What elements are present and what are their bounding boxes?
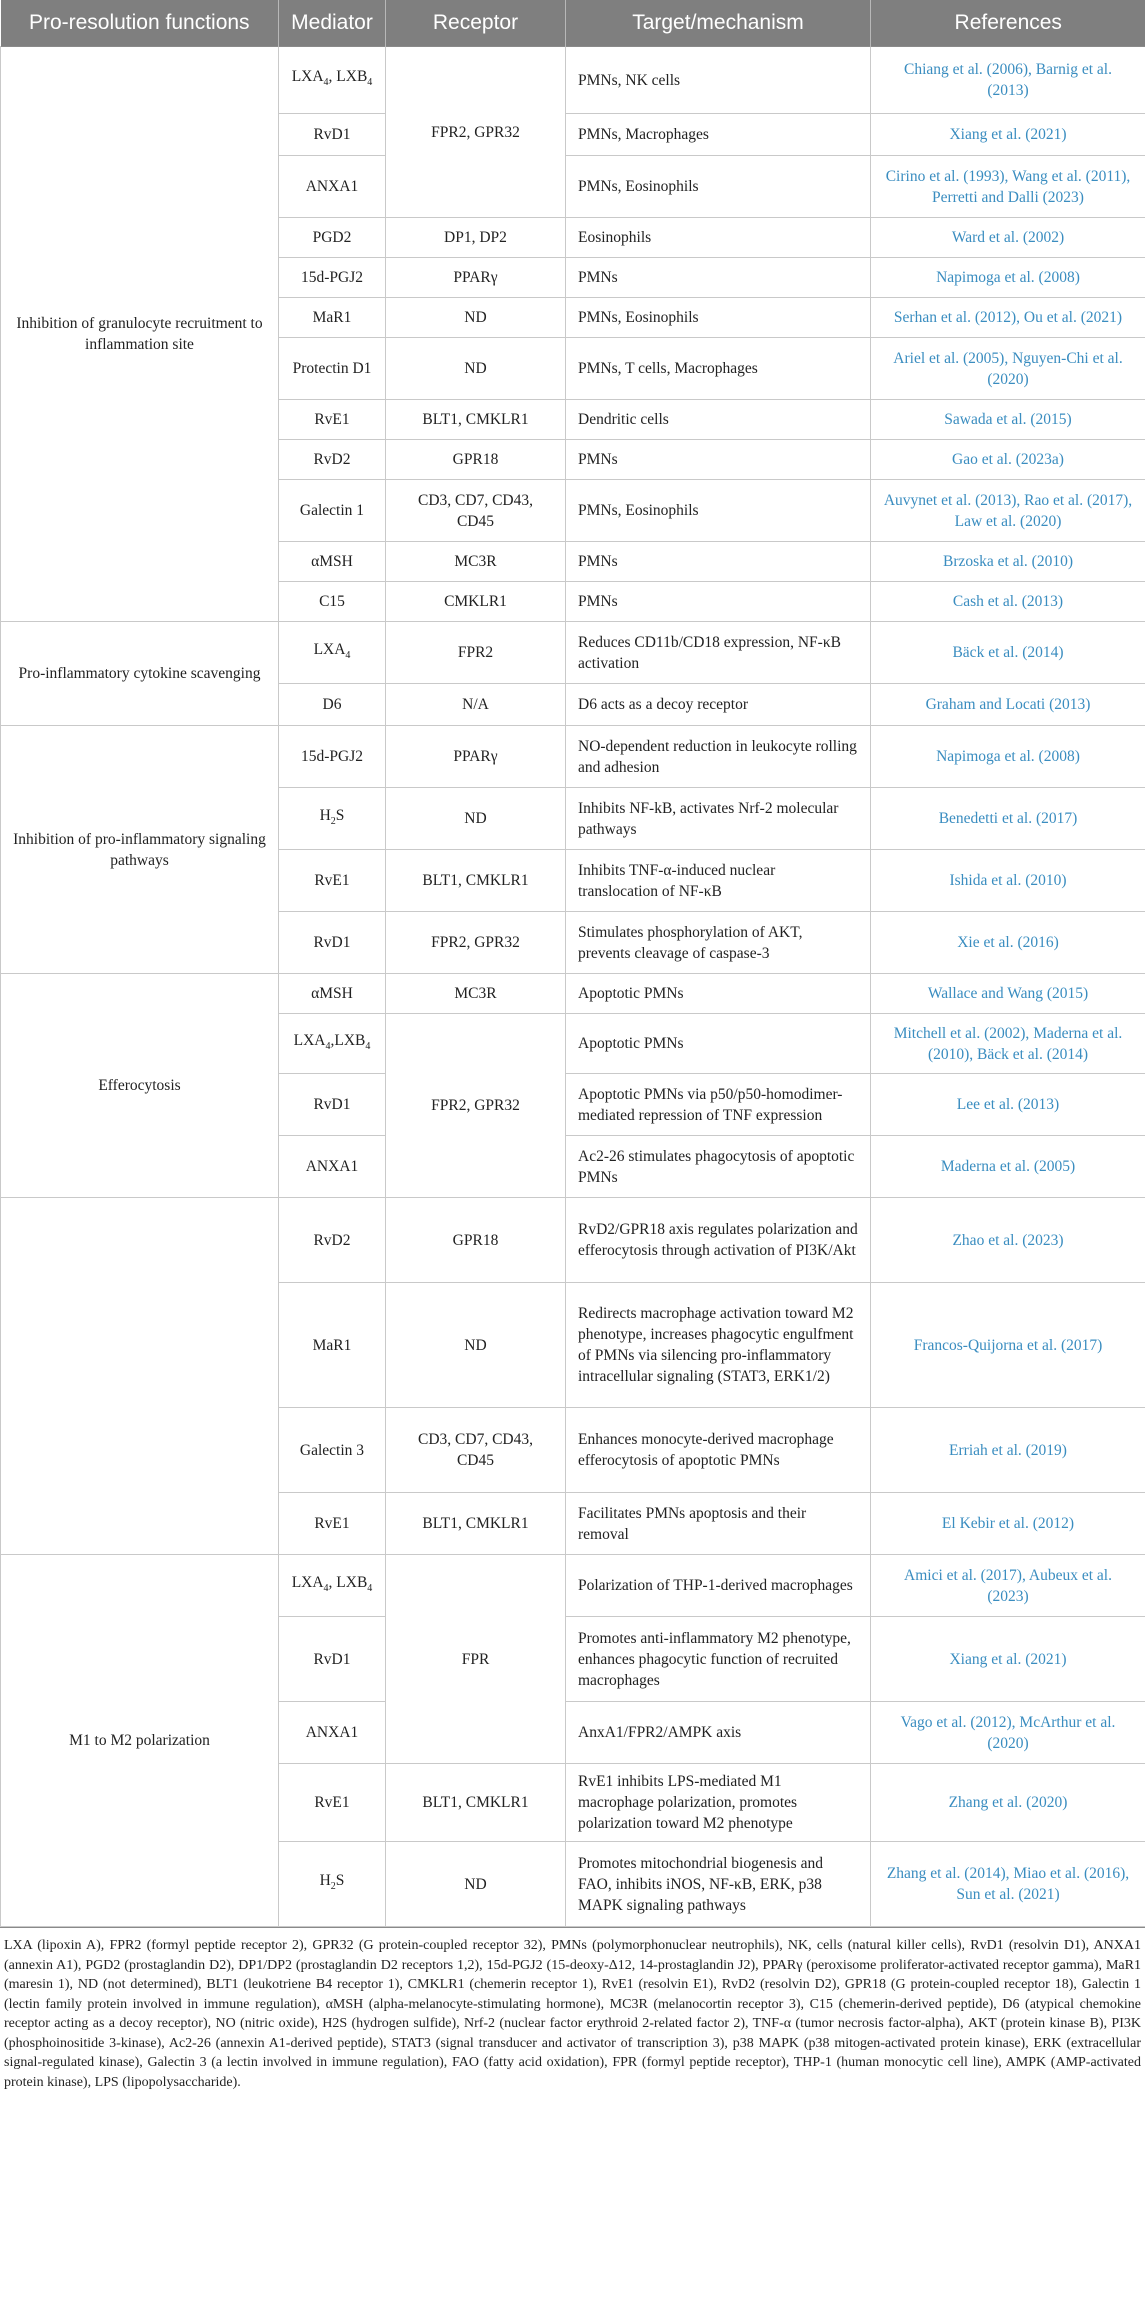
table-row [1,47,1145,114]
references-cell [871,258,1145,298]
references-cell [871,47,1145,114]
target-cell: Inhibits NF-kB, activates Nrf-2 molecular pathways [566,788,871,850]
mediator-cell: $LXA_4$, $LXB_4$ [279,1555,386,1617]
target-cell: Inhibits TNF-α-induced nuclear translocation of NF-κB [566,850,871,912]
reference-link[interactable]: Bäck et al. (2014) [977,1045,1089,1063]
reference-link[interactable]: Ishida et al. (2010) [949,872,1067,889]
target-cell: PMNs [566,440,871,480]
receptor-cell: BLT1, CMKLR1 [386,1493,566,1555]
receptor-cell: FPR [386,1555,566,1764]
mediator-cell: RvD2 [279,1198,386,1283]
table-body [1,47,1145,1927]
function-cell: Pro-inflammatory cytokine scavenging [1,622,279,726]
reference-link[interactable]: Graham and Locati (2013) [925,696,1091,713]
function-cell: Inhibition of pro-inflammatory signaling pathways [1,726,279,974]
references-cell [871,1702,1145,1764]
reference-link[interactable]: Sun et al. (2021) [956,1886,1060,1903]
mediator-cell: αMSH [279,974,386,1014]
reference-link[interactable]: Xie et al. (2016) [957,934,1059,951]
target-cell: RvD2/GPR18 axis regulates polarization and efferocytosis through activation of PI3K/Akt [566,1198,871,1283]
references-cell [871,480,1145,542]
mediator-cell: ANXA1 [279,156,386,218]
receptor-cell: FPR2, GPR32 [386,912,566,974]
receptor-cell: N/A [386,684,566,726]
receptor-cell: ND [386,1283,566,1408]
header-functions: Pro-resolution functions [1,0,279,47]
mediator-cell: RvE1 [279,850,386,912]
references-cell [871,684,1145,726]
receptor-cell: MC3R [386,974,566,1014]
reference-link[interactable]: Ariel et al. (2005), [893,349,1009,367]
receptor-cell: PPARγ [386,258,566,298]
target-cell: Promotes mitochondrial biogenesis and FAO, inhibits iNOS, NF-κB, ERK, p38 MAPK signaling pathways [566,1842,871,1927]
references-cell [871,1408,1145,1493]
target-cell: PMNs [566,542,871,582]
target-cell: Apoptotic PMNs [566,1014,871,1074]
references-cell [871,1198,1145,1283]
mediator-cell: Galectin 3 [279,1408,386,1493]
table-row [1,622,1145,684]
references-cell [871,582,1145,622]
target-cell: Apoptotic PMNs [566,974,871,1014]
mediator-cell: ANXA1 [279,1136,386,1198]
mediator-cell: RvD1 [279,912,386,974]
target-cell: Facilitates PMNs apoptosis and their removal [566,1493,871,1555]
target-cell: Redirects macrophage activation toward M2 phenotype, increases phagocytic engulfment of PMNs via silencing pro-inflammatory intracellular signaling (STAT3, ERK1/2) [566,1283,871,1408]
target-cell: Stimulates phosphorylation of AKT, prevents cleavage of caspase-3 [566,912,871,974]
mediator-cell: $LXA_4$, $LXB_4$ [279,47,386,114]
references-cell [871,1617,1145,1702]
mediator-cell: RvD1 [279,1617,386,1702]
table-footnote: LXA (lipoxin A), FPR2 (formyl peptide receptor 2), GPR32 (G protein-coupled receptor 32), PMNs (polymorphonuclear neutrophils), NK, cells (natural killer cells), RvD1 (resolvin D1), ANXA1 (annexin A1), PGD2 (prostaglandin D2), DP1/DP2 (prostaglandin D2 receptors 1,2), 15d-PGJ2 (15-deoxy-Δ12, 14-prostaglandin J2), PPARγ (peroxisome proliferator-activated receptor gamma), MaR1 (maresin 1), ND (not determined), BLT1 (leukotriene B4 receptor 1), CMKLR1 (chemerin receptor 1), RvE1 (resolvin E1), RvD2 (resolvin D2), GPR18 (G protein-coupled receptor 18), Galectin 1 (lectin family protein involved in immune regulation), αMSH (alpha-melanocyte-stimulating hormone), MC3R (melanocortin receptor 3), C15 (chemerin-derived peptide), D6 (atypical chemokine receptor acting as a decoy receptor), NO (nitric oxide), H2S (hydrogen sulfide), Nrf-2 (nuclear factor erythroid 2-related factor 2), TNF-α (tumor necrosis factor-alpha), AKT (protein kinase B), PI3K (phosphoinositide 3-kinase), Ac2-26 (annexin A1-derived peptide), STAT3 (signal transducer and activator of transcription 3), p38 MAPK (p38 mitogen-activated protein kinase), ERK (extracellular signal-regulated kinase), Galectin 3 (a lectin involved in immune regulation), FAO (fatty acid oxidation), FPR (formyl peptide receptor), THP-1 (human monocytic cell line), AMPK (AMP-activated protein kinase), LPS (lipopolysaccharide). [0,1927,1145,2092]
target-cell: AnxA1/FPR2/AMPK axis [566,1702,871,1764]
receptor-cell: DP1, DP2 [386,218,566,258]
reference-link[interactable]: Zhao et al. (2023) [952,1231,1064,1249]
reference-link[interactable]: Miao et al. (2016), [1013,1865,1130,1882]
target-cell: Dendritic cells [566,400,871,440]
mediator-cell: $H_2S$ [279,1842,386,1927]
reference-link[interactable]: Mitchell et al. (2002), [893,1024,1030,1042]
references-cell [871,726,1145,788]
target-cell: Polarization of THP-1-derived macrophages [566,1555,871,1617]
references-cell [871,1283,1145,1408]
target-cell: Promotes anti-inflammatory M2 phenotype, enhances phagocytic function of recruited macrophages [566,1617,871,1702]
references-cell [871,542,1145,582]
receptor-cell: ND [386,1842,566,1927]
mediator-cell: MaR1 [279,298,386,338]
target-cell: Eosinophils [566,218,871,258]
references-cell [871,218,1145,258]
reference-link[interactable]: Gao et al. (2023a) [952,451,1064,468]
header-target: Target/mechanism [566,0,871,47]
mediator-cell: $LXA_4$ [279,622,386,684]
references-cell [871,156,1145,218]
reference-link[interactable]: Vago et al. (2012), [900,1713,1016,1731]
references-cell [871,1842,1145,1927]
target-cell: PMNs, Eosinophils [566,480,871,542]
reference-link[interactable]: Lee et al. (2013) [956,1096,1060,1113]
references-cell [871,850,1145,912]
references-cell [871,298,1145,338]
table-row [1,726,1145,788]
mediator-cell: 15d-PGJ2 [279,258,386,298]
references-cell [871,1493,1145,1555]
mediator-cell: PGD2 [279,218,386,258]
reference-link[interactable]: Ward et al. (2002) [951,229,1065,246]
reference-link[interactable]: Erriah et al. (2019) [949,1441,1067,1459]
target-cell: Enhances monocyte-derived macrophage efferocytosis of apoptotic PMNs [566,1408,871,1493]
reference-link[interactable]: Francos-Quijorna et al. (2017) [913,1336,1103,1354]
receptor-cell: GPR18 [386,1198,566,1283]
mediator-cell: Protectin D1 [279,338,386,400]
receptor-cell: GPR18 [386,440,566,480]
receptor-cell: ND [386,338,566,400]
reference-link[interactable]: El Kebir et al. (2012) [941,1515,1075,1532]
table-row [1,1198,1145,1283]
mediator-cell: RvD1 [279,1074,386,1136]
reference-link[interactable]: Cash et al. (2013) [952,593,1064,610]
mediator-cell: Galectin 1 [279,480,386,542]
mediator-cell: 15d-PGJ2 [279,726,386,788]
target-cell: Apoptotic PMNs via p50/p50-homodimer-mediated repression of TNF expression [566,1074,871,1136]
reference-link[interactable]: Zhang et al. (2014), [886,1865,1010,1882]
table-header-row [1,0,1145,47]
target-cell: PMNs, NK cells [566,47,871,114]
target-cell: PMNs, Macrophages [566,114,871,156]
mediator-cell: RvE1 [279,1493,386,1555]
function-cell: M1 to M2 polarization [1,1555,279,1927]
table-row [1,974,1145,1014]
header-receptor: Receptor [386,0,566,47]
references-cell [871,788,1145,850]
receptor-cell: ND [386,298,566,338]
header-references: References [871,0,1145,47]
mediator-cell: C15 [279,582,386,622]
references-cell [871,114,1145,156]
mediator-cell: ANXA1 [279,1702,386,1764]
references-cell [871,1764,1145,1842]
references-cell [871,622,1145,684]
mediator-cell: MaR1 [279,1283,386,1408]
receptor-cell: PPARγ [386,726,566,788]
target-cell: PMNs [566,582,871,622]
table-row [1,1555,1145,1617]
receptor-cell: BLT1, CMKLR1 [386,850,566,912]
target-cell: NO-dependent reduction in leukocyte rolling and adhesion [566,726,871,788]
reference-link[interactable]: Maderna et al. (2010), [927,1024,1123,1063]
reference-link[interactable]: Maderna et al. (2005) [940,1158,1076,1175]
function-cell: Inhibition of granulocyte recruitment to inflammation site [1,47,279,622]
mediator-cell: D6 [279,684,386,726]
target-cell: D6 acts as a decoy receptor [566,684,871,726]
reference-link[interactable]: Ou et al. (2021) [1023,309,1123,326]
reference-link[interactable]: Rao et al. (2017), [1024,491,1133,509]
target-cell: Reduces CD11b/CD18 expression, NF-κB activation [566,622,871,684]
reference-link[interactable]: Amici et al. (2017), [904,1566,1026,1584]
mediator-cell: $LXA_4,LXB_4$ [279,1014,386,1074]
function-cell: Efferocytosis [1,974,279,1198]
receptor-cell: MC3R [386,542,566,582]
target-cell: PMNs, Eosinophils [566,298,871,338]
references-cell [871,440,1145,480]
mediator-cell: RvD1 [279,114,386,156]
receptor-cell: BLT1, CMKLR1 [386,1764,566,1842]
reference-link[interactable]: Wallace and Wang (2015) [927,985,1089,1002]
references-cell [871,1074,1145,1136]
reference-link[interactable]: Nguyen-Chi et al. (2020) [987,349,1123,388]
reference-link[interactable]: Barnig et al. (2013) [987,61,1112,99]
function-cell [1,1198,279,1555]
references-cell [871,1136,1145,1198]
receptor-cell: BLT1, CMKLR1 [386,400,566,440]
reference-link[interactable]: Law et al. (2020) [954,512,1062,530]
reference-link[interactable]: Perretti and Dalli (2023) [932,188,1084,206]
reference-link[interactable]: Serhan et al. (2012), [893,309,1021,326]
references-cell [871,1014,1145,1074]
receptor-cell: FPR2, GPR32 [386,47,566,218]
reference-link[interactable]: Cirino et al. (1993), [885,167,1009,185]
receptor-cell: ND [386,788,566,850]
receptor-cell: FPR2, GPR32 [386,1014,566,1198]
reference-link[interactable]: Wang et al. (2011), [1012,167,1131,185]
header-mediator: Mediator [279,0,386,47]
reference-link[interactable]: Brzoska et al. (2010) [943,553,1073,570]
reference-link[interactable]: Xiang et al. (2021) [949,126,1067,143]
reference-link[interactable]: Napimoga et al. (2008) [936,748,1080,765]
references-cell [871,974,1145,1014]
references-cell [871,912,1145,974]
reference-link[interactable]: Sawada et al. (2015) [944,411,1072,428]
receptor-cell: CD3, CD7, CD43, CD45 [386,1408,566,1493]
mediator-cell: RvE1 [279,400,386,440]
reference-link[interactable]: Bäck et al. (2014) [952,644,1064,661]
receptor-cell: FPR2 [386,622,566,684]
receptor-cell: CD3, CD7, CD43, CD45 [386,480,566,542]
mediator-cell: $H_2S$ [279,788,386,850]
reference-link[interactable]: Zhang et al. (2020) [948,1794,1068,1811]
target-cell: PMNs, Eosinophils [566,156,871,218]
mediator-cell: RvD2 [279,440,386,480]
reference-link[interactable]: Napimoga et al. (2008) [936,269,1080,286]
references-cell [871,400,1145,440]
references-cell [871,1555,1145,1617]
mediator-cell: αMSH [279,542,386,582]
mediator-cell: RvE1 [279,1764,386,1842]
receptor-cell: CMKLR1 [386,582,566,622]
target-cell: RvE1 inhibits LPS-mediated M1 macrophage polarization, promotes polarization toward M2 phenotype [566,1764,871,1842]
target-cell: PMNs [566,258,871,298]
reference-link[interactable]: McArthur et al. (2020) [987,1713,1116,1752]
reference-link[interactable]: Auvynet et al. (2013), [883,491,1021,509]
target-cell: Ac2-26 stimulates phagocytosis of apoptotic PMNs [566,1136,871,1198]
reference-link[interactable]: Xiang et al. (2021) [949,1650,1067,1668]
reference-link[interactable]: Chiang et al. (2006), [904,61,1032,78]
reference-link[interactable]: Aubeux et al. (2023) [987,1566,1112,1605]
target-cell: PMNs, T cells, Macrophages [566,338,871,400]
reference-link[interactable]: Benedetti et al. (2017) [938,810,1078,827]
references-cell [871,338,1145,400]
